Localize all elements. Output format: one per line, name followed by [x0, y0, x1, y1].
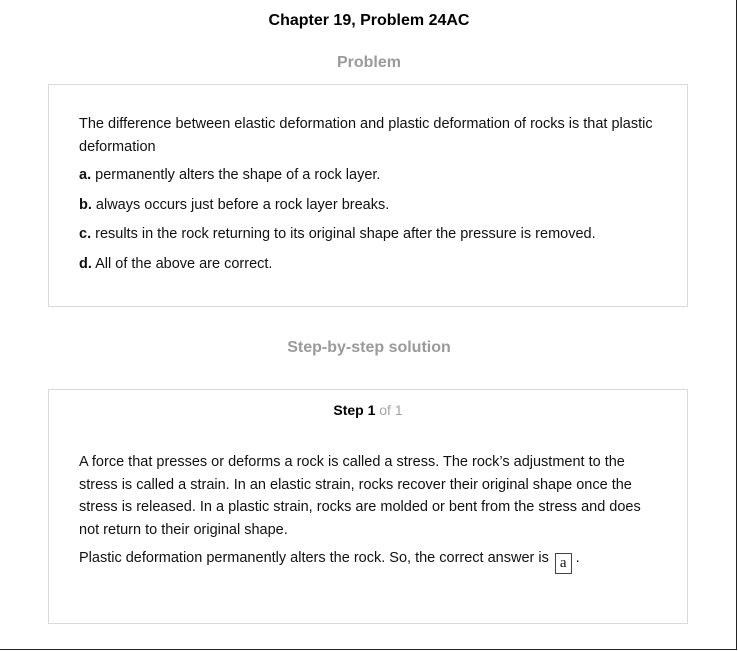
option-a — [79, 164, 657, 187]
step-number: Step 1 — [333, 402, 376, 418]
step-label — [79, 402, 657, 422]
option-letter: d. — [79, 255, 92, 272]
problem-card — [48, 84, 688, 307]
option-text: All of the above are correct. — [95, 255, 273, 272]
answer-period: . — [575, 550, 580, 566]
option-letter: b. — [79, 196, 92, 213]
problem-heading: Problem — [336, 54, 401, 71]
option-text: permanently alters the shape of a rock layer. — [95, 167, 381, 183]
page-title: Chapter 19, Problem 24AC — [268, 12, 470, 29]
answer-box: a — [555, 553, 572, 574]
problem-question: The difference between elastic deformation and plastic deformation of rocks is that plastic deformation — [79, 116, 653, 155]
solution-conclusion: Plastic deformation permanently alters the rock. So, the correct answer is — [79, 550, 549, 566]
option-c — [79, 223, 657, 246]
solution-paragraph-2 — [79, 547, 657, 574]
option-letter: c. — [79, 226, 92, 242]
option-d — [79, 253, 657, 276]
solution-heading: Step-by-step solution — [287, 339, 451, 356]
option-text: always occurs just before a rock layer breaks. — [95, 196, 390, 213]
option-letter: a. — [79, 167, 92, 183]
option-b — [79, 194, 657, 217]
step-total: of 1 — [379, 402, 403, 418]
solution-card — [48, 389, 688, 624]
option-text: results in the rock returning to its original shape after the pressure is removed. — [95, 226, 596, 242]
solution-paragraph-1: A force that presses or deforms a rock is called a stress. The rock’s adjustment to the stress is called a strain. In an elastic strain, rocks recover their original shape once the stress is released. In a plastic strain, rocks are molded or bent from the stress and does not return to their original shape. — [79, 454, 641, 538]
